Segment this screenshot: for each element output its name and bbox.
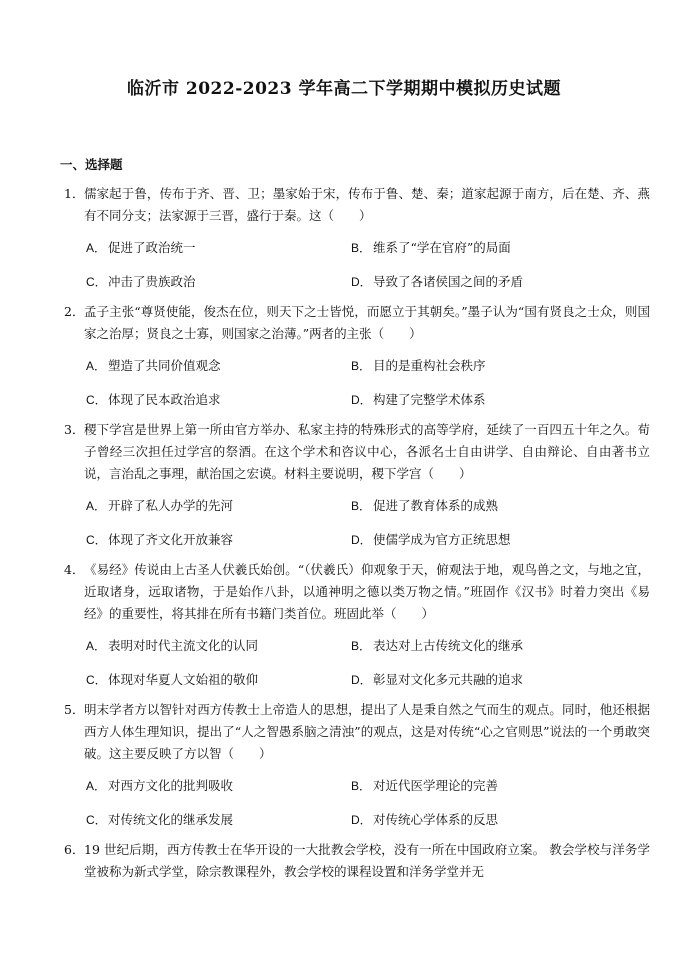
- option-a[interactable]: A． 促进了政治统一: [86, 240, 196, 255]
- options: [60, 495, 650, 551]
- question-stem: [60, 301, 650, 345]
- question-list: [60, 183, 650, 891]
- option-a[interactable]: A． 塑造了共同价值观念: [86, 358, 221, 373]
- question-text: 儒家起于鲁，传布于齐、晋、卫；墨家始于宋，传布于鲁、楚、秦；道家起源于南方，后在楚、齐、燕有不同分支；法家源于三晋，盛行于秦。这（ ）: [84, 186, 650, 223]
- question-stem: [60, 419, 650, 485]
- option-b[interactable]: B． 对近代医学理论的完善: [351, 778, 499, 793]
- option-c[interactable]: C．体现了齐文化开放兼容: [86, 532, 234, 547]
- question-text: 孟子主张“尊贤使能，俊杰在位，则天下之士皆悦，而愿立于其朝矣。”墨子认为“国有贤良之士众，则国家之治厚；贤良之士寡，则国家之治薄。”两者的主张（ ）: [84, 304, 650, 341]
- question-stem: [60, 839, 650, 883]
- question-text: 稷下学宫是世界上第一所由官方举办、私家主持的特殊形式的高等学府，延续了一百四五十年之久。荀子曾经三次担任过学宫的祭酒。在这个学术和咨议中心，各派名士自由讲学、自由辩论、自由著书立说，言治乱之事理，献治国之宏谟。材料主要说明，稷下学宫（ ）: [84, 422, 650, 481]
- option-c[interactable]: C．体现了民本政治追求: [86, 392, 221, 407]
- option-d[interactable]: D．构建了完整学术体系: [351, 392, 486, 407]
- question-text: 明末学者方以智针对西方传教士上帝造人的思想，提出了人是秉自然之气而生的观点。同时，他还根据西方人体生理知识，提出了“人之智愚系脑之清浊”的观点，这是对传统“心之官则思”说法的一个勇敢突破。这主要反映了方以智（ ）: [84, 702, 650, 761]
- question-stem: [60, 559, 650, 625]
- options: [60, 775, 650, 831]
- question-stem: [60, 699, 650, 765]
- question-number: 4．: [64, 562, 85, 577]
- option-c[interactable]: C．体现对华夏人文始祖的敬仰: [86, 672, 259, 687]
- section-heading: 一、选择题: [60, 157, 123, 172]
- question-2: [60, 301, 650, 411]
- page-title: 临沂市 2022-2023 学年高二下学期期中模拟历史试题: [126, 79, 562, 99]
- option-d[interactable]: D．导致了各诸侯国之间的矛盾: [351, 274, 524, 289]
- question-4: [60, 559, 650, 691]
- options: [60, 635, 650, 691]
- option-d[interactable]: D．对传统心学体系的反思: [351, 812, 499, 827]
- option-d[interactable]: D．使儒学成为官方正统思想: [351, 532, 511, 547]
- question-number: 1．: [64, 186, 85, 201]
- option-b[interactable]: B． 目的是重构社会秩序: [351, 358, 486, 373]
- question-text: 《易经》传说由上古圣人伏羲氏始创。“（伏羲氏）仰观象于天，俯观法于地，观鸟兽之文，与地之宜，近取诸身，远取诸物，于是始作八卦，以通神明之德以类万物之情。”班固作《汉书》时着力突出《易经》的重要性，将其排在所有书籍门类首位。班固此举（ ）: [84, 562, 650, 621]
- question-1: [60, 183, 650, 293]
- question-number: 6．: [64, 842, 85, 857]
- option-b[interactable]: B． 促进了教育体系的成熟: [351, 498, 499, 513]
- question-number: 5．: [64, 702, 85, 717]
- question-5: [60, 699, 650, 831]
- option-b[interactable]: B． 维系了“学在官府”的局面: [351, 240, 511, 255]
- option-a[interactable]: A． 表明对时代主流文化的认同: [86, 638, 259, 653]
- option-b[interactable]: B． 表达对上古传统文化的继承: [351, 638, 524, 653]
- option-c[interactable]: C．对传统文化的继承发展: [86, 812, 234, 827]
- option-a[interactable]: A． 开辟了私人办学的先河: [86, 498, 234, 513]
- options: [60, 355, 650, 411]
- question-3: [60, 419, 650, 551]
- question-number: 3．: [64, 422, 85, 437]
- question-stem: [60, 183, 650, 227]
- option-d[interactable]: D．彰显对文化多元共融的追求: [351, 672, 524, 687]
- question-number: 2．: [64, 304, 85, 319]
- question-text: 19 世纪后期，西方传教士在华开设的一大批教会学校，没有一所在中国政府立案。 教会学校与洋务学堂被称为新式学堂，除宗教课程外，教会学校的课程设置和洋务学堂并无: [84, 842, 650, 879]
- question-6: [60, 839, 650, 883]
- option-a[interactable]: A． 对西方文化的批判吸收: [86, 778, 234, 793]
- options: [60, 237, 650, 293]
- option-c[interactable]: C．冲击了贵族政治: [86, 274, 196, 289]
